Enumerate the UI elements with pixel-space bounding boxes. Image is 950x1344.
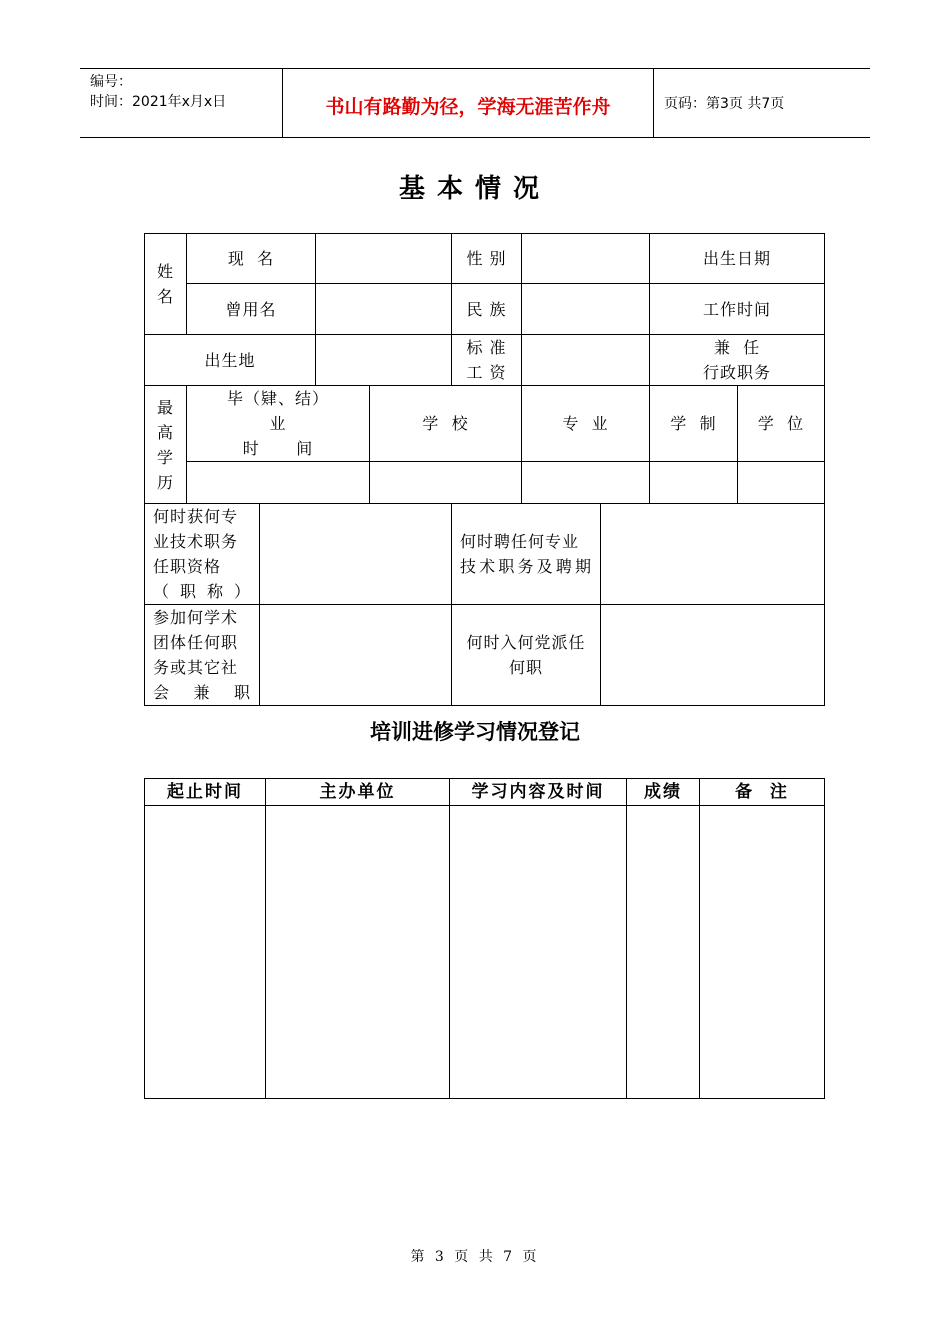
content-field[interactable] — [450, 806, 627, 1099]
basic-info-table — [144, 233, 825, 706]
training-title: 培训进修学习情况登记 — [370, 720, 580, 744]
period-field[interactable] — [145, 806, 266, 1099]
current-name-field[interactable] — [316, 234, 452, 284]
work-time-label: 工作时间 — [650, 284, 825, 335]
duration-field[interactable] — [650, 462, 738, 504]
gender-label: 性 别 — [452, 234, 522, 284]
document-number-label: 编号： — [90, 74, 132, 90]
graduation-time-field[interactable] — [187, 462, 370, 504]
standard-wage-field[interactable] — [522, 335, 650, 386]
col-organizer: 主办单位 — [266, 779, 450, 806]
party-label: 何时入何党派任何职 — [452, 605, 601, 706]
organizer-field[interactable] — [266, 806, 450, 1099]
tech-appointment-field[interactable] — [601, 504, 825, 605]
degree-field[interactable] — [738, 462, 825, 504]
tech-qualification-label: 何时获何专业技术职务任职资格（职称） — [145, 504, 260, 605]
training-table — [144, 778, 825, 1099]
duration-label: 学 制 — [650, 386, 738, 462]
tech-qualification-field[interactable] — [260, 504, 452, 605]
name-group-label: 姓名 — [145, 234, 187, 335]
col-period: 起止时间 — [145, 779, 266, 806]
former-name-label: 曾用名 — [187, 284, 316, 335]
school-label: 学 校 — [370, 386, 522, 462]
document-time-label: 时间：2021年x月x日 — [90, 94, 227, 110]
document-header — [80, 68, 870, 138]
birth-date-label: 出生日期 — [650, 234, 825, 284]
concurrent-post-label: 兼 任 行政职务 — [650, 335, 825, 386]
col-content: 学习内容及时间 — [450, 779, 627, 806]
academic-group-field[interactable] — [260, 605, 452, 706]
header-motto: 书山有路勤为径，学海无涯苦作舟 — [325, 95, 611, 118]
major-field[interactable] — [522, 462, 650, 504]
standard-wage-label: 标 准 工 资 — [452, 335, 522, 386]
graduation-time-label: 毕（肄、结） 业 时 间 — [187, 386, 370, 462]
academic-group-label: 参加何学术团体任何职务或其它社会兼职 — [145, 605, 260, 706]
tech-appointment-label: 何时聘任何专业技术职务及聘期 — [452, 504, 601, 605]
ethnicity-field[interactable] — [522, 284, 650, 335]
party-field[interactable] — [601, 605, 825, 706]
basic-info-title: 基本情况 — [398, 174, 551, 204]
gender-field[interactable] — [522, 234, 650, 284]
page-footer: 第 3 页 共 7 页 — [410, 1249, 540, 1265]
remarks-field[interactable] — [700, 806, 825, 1099]
former-name-field[interactable] — [316, 284, 452, 335]
header-meta — [80, 69, 282, 137]
birthplace-label: 出生地 — [145, 335, 316, 386]
degree-label: 学 位 — [738, 386, 825, 462]
ethnicity-label: 民 族 — [452, 284, 522, 335]
col-remarks: 备 注 — [700, 779, 825, 806]
current-name-label: 现 名 — [187, 234, 316, 284]
major-label: 专 业 — [522, 386, 650, 462]
birthplace-field[interactable] — [316, 335, 452, 386]
header-motto-cell — [282, 69, 654, 137]
highest-education-label: 最高学历 — [145, 386, 187, 504]
col-score: 成绩 — [627, 779, 700, 806]
school-field[interactable] — [370, 462, 522, 504]
page-indicator: 页码：第3页 共7页 — [664, 96, 785, 112]
score-field[interactable] — [627, 806, 700, 1099]
